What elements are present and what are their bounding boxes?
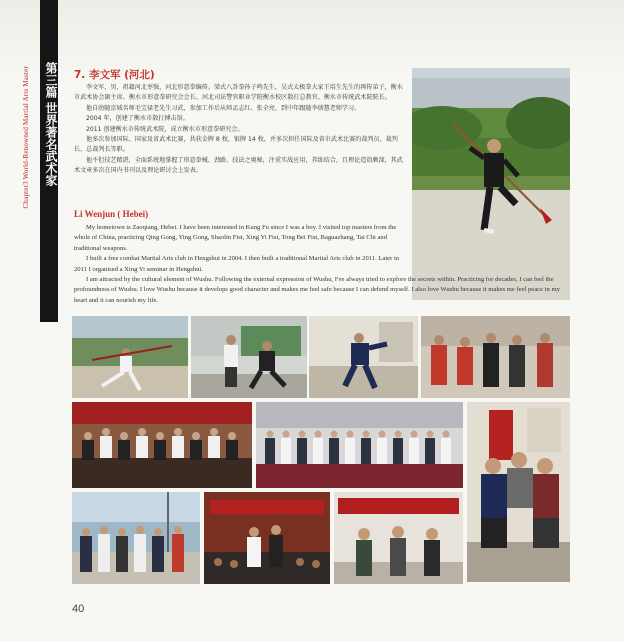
photo-three-seated-men [467,402,570,582]
entry-body-en [74,223,570,306]
entry-body-cn [74,83,406,177]
entry-title-cn: 7. 李文军 (河北) [74,69,155,81]
chapter-title-en: Chapter3 World-Renowned Martial Arts Master [22,66,30,209]
chapter-sidebar [40,0,58,322]
cn-paragraph: 2011 创建衡水市传统武术院，成立衡水市形意拳研究会。 [86,125,244,133]
page-number: 40 [72,603,85,615]
cn-paragraph: 2004 年，创建了衡水市散打搏击馆。 [86,115,189,123]
en-paragraph: I am attracted by the cultural element of Wushu. Following the external expression of Wushu, I've always tried to explore the secrets within. Practicing for decades, I can feel the profoundness of Wushu. I love Wushu because it develops good character and makes me feel safe because I can defend myself. I also love Wushu because it makes me feel peace in my heart and it can nourish my life. [74,276,560,304]
photo-spear-training-field [72,316,188,398]
entry-title-en: Li Wenjun ( Hebei) [74,209,149,219]
en-paragraph: I built a free combat Martial Arts club in Hengshui in 2004. I then built a traditional Martial Arts club in 2011. Later in 2011 I organised a Xing Yi seminar in Hengshui. [74,255,400,273]
photo-conference-group [256,402,463,488]
cn-paragraph: 李文军，男，祖籍河北枣强，河北形意拳编传。梁式八卦拳孙子鸣先生，吴式太极拳大家王培生先生的再传弟子，衡水市武术协会副主席、衡水市形意拳研究会会长、河北司法警官职业学院衡水校区散打总教官、衡水市传统武术院院长。 [74,84,403,102]
cn-paragraph: 他不但技艺精湛，全面系统地掌握了形意拳械、劲路、技法之奥秘，注重实战应用，养练结合，且理论造诣颇深，其武术文章多次在国内书刊以及理论研讨会上发表。 [74,156,403,175]
en-paragraph: My hometown is Zaoqiang, Hebei. I have been interested in Kung Fu since I was a boy. I visited top masters from the whole of China, practicing Qing Gong, Ying Gong, Shaolin Fist, Xing Yi Fist, Tong Bei Fist, Baguazhang, Tai Chi and traditional weapons. [74,224,397,252]
photo-sparring-pair [191,316,307,398]
photo-group-standing [421,316,570,398]
photo-banquet-group [72,402,252,488]
chapter-title-cn: 第三篇 世界著名武术家 [44,62,58,187]
photo-indoor-stance [309,316,418,398]
photo-banner-three-men [334,492,463,584]
cn-paragraph: 他自幼随京城名师毛宝禄老先生习武，参加工作后从师孟志红、张全亮，到中年跟随李炳慧老师学习。 [86,104,361,112]
photo-ceremony-stage [204,492,330,584]
cn-paragraph: 他多次参加国际、国家及省武术比赛，共获金牌 8 枚，银牌 14 枚，并多次担任国际及省市武术比赛的裁判员、裁判长、总裁判长等职。 [74,136,398,154]
photo-lakeside-group [72,492,200,584]
